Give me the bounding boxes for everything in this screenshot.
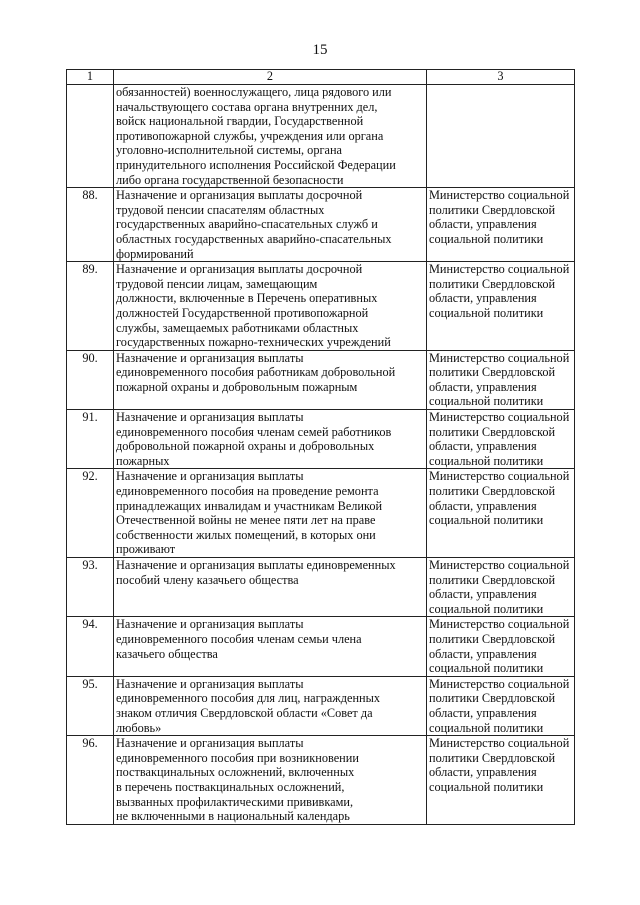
table-row bbox=[67, 262, 575, 351]
service-text-line: Назначение и организация выплаты bbox=[116, 676, 304, 691]
service-text-line: обязанностей) военнослужащего, лица рядового или bbox=[116, 85, 392, 99]
table-row bbox=[67, 188, 575, 262]
table-row bbox=[67, 617, 575, 676]
row-number: 91. bbox=[67, 410, 114, 469]
row-number: 94. bbox=[67, 617, 114, 676]
service-text-line: принадлежащих инвалидам и участникам Великой bbox=[116, 498, 383, 513]
authority-text-line: социальной политики bbox=[429, 720, 544, 735]
authority-text-line: социальной политики bbox=[429, 231, 544, 246]
responsible-authority bbox=[427, 350, 575, 409]
responsible-authority bbox=[427, 736, 575, 825]
table-row bbox=[67, 736, 575, 825]
authority-text-line: Министерство социальной bbox=[429, 350, 570, 365]
service-text-line: проживают bbox=[116, 542, 176, 557]
authority-text-line: Министерство социальной bbox=[429, 617, 570, 632]
authority-text-line: Министерство социальной bbox=[429, 262, 570, 277]
column-header: 1 bbox=[67, 70, 114, 85]
authority-text-line: области, управления bbox=[429, 587, 537, 602]
service-text-line: единовременного пособия членам семей работников bbox=[116, 424, 392, 439]
service-text-line: единовременного пособия при возникновении bbox=[116, 750, 359, 765]
responsible-authority bbox=[427, 85, 575, 188]
service-description bbox=[114, 736, 427, 825]
table-row bbox=[67, 676, 575, 735]
service-text-line: не включенными в национальный календарь bbox=[116, 809, 350, 824]
authority-text-line: политики Свердловской bbox=[429, 424, 556, 439]
service-description bbox=[114, 188, 427, 262]
authority-text-line: области, управления bbox=[429, 646, 537, 661]
authority-text-line: области, управления bbox=[429, 379, 537, 394]
service-text-line: поствакцинальных осложнений, включенных bbox=[116, 765, 355, 780]
service-text-line: трудовой пенсии спасателям областных bbox=[116, 202, 325, 217]
authority-text-line: Министерство социальной bbox=[429, 736, 570, 751]
service-text-line: Назначение и организация выплаты досрочной bbox=[116, 262, 363, 277]
authority-text-line: политики Свердловской bbox=[429, 365, 556, 380]
service-text-line: государственных аварийно-спасательных служб и bbox=[116, 217, 378, 232]
service-description bbox=[114, 410, 427, 469]
table-header-row bbox=[67, 70, 575, 85]
row-number: 93. bbox=[67, 558, 114, 617]
service-text-line: трудовой пенсии лицам, замещающим bbox=[116, 276, 318, 291]
service-text-line: собственности жилых помещений, в которых они bbox=[116, 527, 376, 542]
service-text-line: Назначение и организация выплаты bbox=[116, 410, 304, 425]
authority-text-line: политики Свердловской bbox=[429, 484, 556, 499]
authority-text-line: Министерство социальной bbox=[429, 676, 570, 691]
authority-text-line: социальной политики bbox=[429, 453, 544, 468]
service-text-line: пособий члену казачьего общества bbox=[116, 572, 299, 587]
authority-text-line: Министерство социальной bbox=[429, 558, 570, 572]
service-text-line: в перечень поствакцинальных осложнений, bbox=[116, 779, 345, 794]
row-number: 89. bbox=[67, 262, 114, 351]
service-description bbox=[114, 350, 427, 409]
table-row bbox=[67, 350, 575, 409]
service-text-line: государственных пожарно-технических учреждений bbox=[116, 335, 391, 350]
service-text-line: противопожарной службы, учреждения или органа bbox=[116, 128, 384, 143]
service-text-line: знаком отличия Свердловской области «Совет да bbox=[116, 705, 373, 720]
row-number: 92. bbox=[67, 469, 114, 558]
table-row bbox=[67, 469, 575, 558]
service-text-line: единовременного пособия для лиц, награжденных bbox=[116, 691, 381, 706]
service-text-line: Назначение и организация выплаты bbox=[116, 469, 304, 484]
service-text-line: уголовно-исполнительной системы, органа bbox=[116, 143, 343, 158]
service-text-line: Назначение и организация выплаты досрочной bbox=[116, 188, 363, 203]
table-row bbox=[67, 85, 575, 188]
service-text-line: пожарной охраны и добровольным пожарным bbox=[116, 379, 358, 394]
service-description bbox=[114, 676, 427, 735]
authority-text-line: политики Свердловской bbox=[429, 202, 556, 217]
row-number: 96. bbox=[67, 736, 114, 825]
services-table bbox=[66, 69, 575, 825]
service-text-line: пожарных bbox=[116, 453, 170, 468]
authority-text-line: Министерство социальной bbox=[429, 410, 570, 425]
authority-text-line: Министерство социальной bbox=[429, 188, 570, 203]
service-text-line: казачьего общества bbox=[116, 646, 218, 661]
service-text-line: службы, замещаемых работниками областных bbox=[116, 320, 359, 335]
service-description bbox=[114, 262, 427, 351]
row-number: 90. bbox=[67, 350, 114, 409]
authority-text-line: политики Свердловской bbox=[429, 691, 556, 706]
table-row bbox=[67, 410, 575, 469]
service-description bbox=[114, 558, 427, 617]
authority-text-line: политики Свердловской bbox=[429, 631, 556, 646]
row-number bbox=[67, 85, 114, 188]
service-text-line: Отечественной войны не менее пяти лет на праве bbox=[116, 513, 376, 528]
page-number: 15 bbox=[312, 42, 328, 58]
authority-text-line: социальной политики bbox=[429, 305, 544, 320]
authority-text-line: Министерство социальной bbox=[429, 469, 570, 484]
service-description bbox=[114, 617, 427, 676]
row-number: 95. bbox=[67, 676, 114, 735]
service-text-line: единовременного пособия на проведение ремонта bbox=[116, 484, 379, 499]
service-text-line: Назначение и организация выплаты bbox=[116, 736, 304, 751]
service-description bbox=[114, 85, 427, 188]
table-body bbox=[67, 85, 575, 825]
authority-text-line: политики Свердловской bbox=[429, 572, 556, 587]
responsible-authority bbox=[427, 188, 575, 262]
service-text-line: любовь» bbox=[116, 720, 162, 735]
service-text-line: войск национальной гвардии, Государственной bbox=[116, 114, 364, 129]
column-header: 3 bbox=[427, 70, 575, 85]
authority-text-line: области, управления bbox=[429, 439, 537, 454]
authority-text-line: социальной политики bbox=[429, 661, 544, 676]
responsible-authority bbox=[427, 617, 575, 676]
responsible-authority bbox=[427, 676, 575, 735]
service-text-line: единовременного пособия членам семьи члена bbox=[116, 631, 362, 646]
service-text-line: либо органа государственной безопасности bbox=[116, 172, 344, 187]
authority-text-line: области, управления bbox=[429, 498, 537, 513]
authority-text-line: социальной политики bbox=[429, 513, 544, 528]
service-text-line: должностей Государственной противопожарной bbox=[116, 305, 369, 320]
authority-text-line: области, управления bbox=[429, 705, 537, 720]
authority-text-line: социальной политики bbox=[429, 779, 544, 794]
authority-text-line: социальной политики bbox=[429, 394, 544, 409]
service-text-line: вызванных профилактическими прививками, bbox=[116, 794, 354, 809]
service-text-line: должности, включенные в Перечень оперативных bbox=[116, 291, 378, 306]
service-description bbox=[114, 469, 427, 558]
service-text-line: Назначение и организация выплаты единовременных bbox=[116, 558, 396, 572]
service-text-line: областных государственных аварийно-спасательных bbox=[116, 231, 392, 246]
service-text-line: формирований bbox=[116, 246, 194, 261]
authority-text-line: политики Свердловской bbox=[429, 276, 556, 291]
service-text-line: Назначение и организация выплаты bbox=[116, 350, 304, 365]
service-text-line: добровольной пожарной охраны и добровольных bbox=[116, 439, 375, 454]
responsible-authority bbox=[427, 469, 575, 558]
row-number: 88. bbox=[67, 188, 114, 262]
column-header: 2 bbox=[114, 70, 427, 85]
responsible-authority bbox=[427, 410, 575, 469]
authority-text-line: области, управления bbox=[429, 217, 537, 232]
authority-text-line: области, управления bbox=[429, 291, 537, 306]
authority-text-line: социальной политики bbox=[429, 601, 544, 616]
authority-text-line: области, управления bbox=[429, 765, 537, 780]
service-text-line: принудительного исполнения Российской Федерации bbox=[116, 157, 396, 172]
service-text-line: Назначение и организация выплаты bbox=[116, 617, 304, 632]
responsible-authority bbox=[427, 558, 575, 617]
responsible-authority bbox=[427, 262, 575, 351]
authority-text-line: политики Свердловской bbox=[429, 750, 556, 765]
service-text-line: единовременного пособия работникам добровольной bbox=[116, 365, 396, 380]
table-row bbox=[67, 558, 575, 617]
service-text-line: начальствующего состава органа внутренних дел, bbox=[116, 99, 378, 114]
